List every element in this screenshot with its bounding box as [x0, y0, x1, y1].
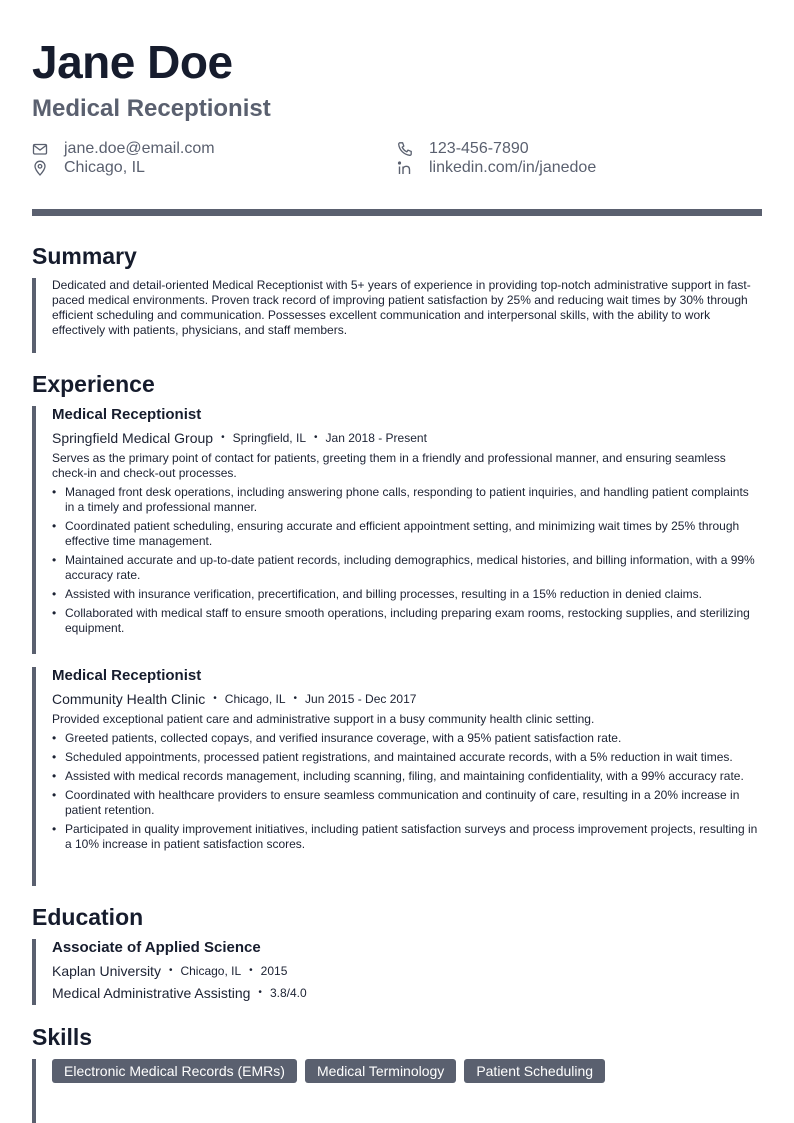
linkedin-text: linkedin.com/in/janedoe: [429, 159, 597, 176]
header-divider: [32, 209, 762, 216]
map-pin-icon: [32, 160, 48, 176]
email-text: jane.doe@email.com: [64, 140, 215, 157]
list-item: • Managed front desk operations, including answering phone calls, responding to patient inquiries, and handling patient complaints in a timely and professional manner.: [52, 485, 760, 515]
skills-heading: Skills: [32, 1024, 93, 1050]
job-2-location: Chicago, IL: [224, 692, 286, 706]
list-item: • Greeted patients, collected copays, and verified insurance coverage, with a 95% patient satisfaction rate.: [52, 731, 760, 746]
job-1-bullets: [52, 485, 760, 640]
education-major-row: [52, 984, 307, 1002]
job-1-title: Medical Receptionist: [52, 406, 202, 423]
job-1-location: Springfield, IL: [232, 431, 306, 445]
job-2-dates: Jun 2015 - Dec 2017: [305, 692, 417, 706]
skills-accent-bar: [32, 1059, 36, 1123]
job-1-dates: Jan 2018 - Present: [325, 431, 427, 445]
summary-text: Dedicated and detail-oriented Medical Receptionist with 5+ years of experience in providing top-notch administrative support in fast-paced medical environments. Proven track record of improving patient satisfaction by 25% and reducing wait times by 30% through efficient scheduling and communication. Possesses excellent communication and interpersonal skills, with the ability to work effectively with patients, physicians, and staff members.: [52, 278, 751, 337]
job-2-company: Community Health Clinic: [52, 691, 206, 707]
list-item: • Maintained accurate and up-to-date patient records, including demographics, medical histories, and billing information, with a 99% accuracy rate.: [52, 553, 760, 583]
phone-text: 123-456-7890: [429, 140, 529, 157]
contact-email[interactable]: [32, 139, 215, 159]
mail-icon: [32, 141, 48, 157]
skill-chip: Medical Terminology: [305, 1059, 456, 1083]
separator-dot: •: [213, 693, 217, 704]
list-item: • Assisted with medical records management, including scanning, filing, and maintaining confidentiality, with a 99% accuracy rate.: [52, 769, 760, 784]
separator-dot: •: [258, 987, 262, 998]
separator-dot: •: [293, 693, 298, 704]
contact-linkedin[interactable]: [397, 158, 596, 178]
education-gpa: 3.8/4.0: [269, 986, 307, 1000]
education-location: Chicago, IL: [180, 964, 242, 978]
education-meta: [52, 962, 287, 980]
list-item: • Participated in quality improvement initiatives, including patient satisfaction surveys and process improvement projects, resulting in a 10% increase in patient satisfaction scores.: [52, 822, 760, 852]
linkedin-icon: [397, 160, 413, 176]
candidate-role: Medical Receptionist: [32, 95, 271, 122]
skill-chip: Electronic Medical Records (EMRs): [52, 1059, 297, 1083]
contact-location: [32, 158, 145, 178]
job-2-meta: [52, 690, 416, 708]
job-1-description: Serves as the primary point of contact for patients, greeting them in a friendly and professional manner, and ensuring seamless check-in and check-out processes.: [52, 451, 726, 480]
contact-phone[interactable]: [397, 139, 529, 159]
phone-icon: [397, 141, 413, 157]
education-accent-bar: [32, 939, 36, 1005]
job-2-bullets: [52, 731, 760, 856]
list-item: • Coordinated patient scheduling, ensuring accurate and efficient appointment setting, and minimizing wait times by 25% through effective time management.: [52, 519, 760, 549]
list-item: • Scheduled appointments, processed patient registrations, and maintained accurate records, with a 5% reduction in wait times.: [52, 750, 760, 765]
list-item: • Collaborated with medical staff to ensure smooth operations, including preparing exam rooms, restocking supplies, and sterilizing equipment.: [52, 606, 760, 636]
job-1-meta: [52, 429, 427, 447]
experience-heading: Experience: [32, 371, 155, 397]
job-2-accent-bar: [32, 667, 36, 886]
separator-dot: •: [221, 432, 225, 443]
candidate-name: Jane Doe: [32, 36, 233, 88]
list-item: • Coordinated with healthcare providers to ensure seamless communication and continuity of care, resulting in a 20% increase in patient retention.: [52, 788, 760, 818]
education-year: 2015: [260, 964, 288, 978]
job-1-accent-bar: [32, 406, 36, 654]
separator-dot: •: [249, 965, 253, 976]
summary-heading: Summary: [32, 243, 137, 269]
education-degree: Associate of Applied Science: [52, 939, 261, 956]
education-school: Kaplan University: [52, 963, 161, 979]
skill-chip: Patient Scheduling: [464, 1059, 605, 1083]
separator-dot: •: [168, 965, 173, 976]
education-major: Medical Administrative Assisting: [52, 985, 251, 1001]
location-text: Chicago, IL: [64, 159, 145, 176]
job-1-company: Springfield Medical Group: [52, 430, 214, 446]
summary-accent-bar: [32, 278, 36, 353]
list-item: • Assisted with insurance verification, precertification, and billing processes, resulting in a 15% reduction in denied claims.: [52, 587, 760, 602]
skills-list: [52, 1059, 605, 1083]
job-2-title: Medical Receptionist: [52, 667, 202, 684]
job-2-description: Provided exceptional patient care and administrative support in a busy community health clinic setting.: [52, 712, 595, 726]
education-heading: Education: [32, 904, 144, 930]
separator-dot: •: [314, 432, 318, 443]
